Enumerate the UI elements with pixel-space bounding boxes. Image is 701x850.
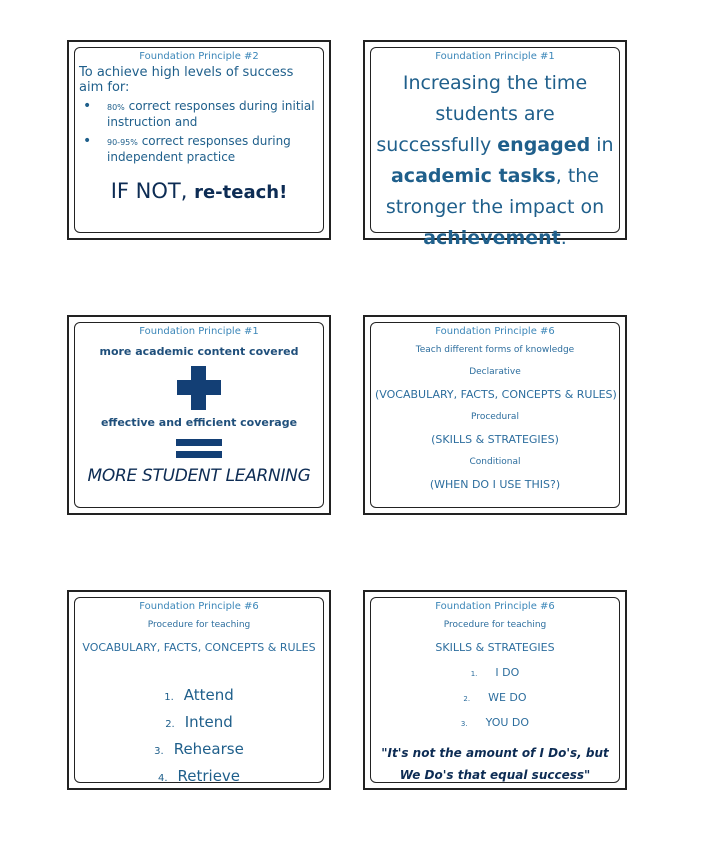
declarative-label: Declarative bbox=[469, 367, 521, 377]
list-item: 3. YOU DO bbox=[460, 716, 530, 729]
procedure-heading: SKILLS & STRATEGIES bbox=[435, 641, 555, 654]
list-item: 4. Retrieve bbox=[157, 767, 241, 785]
card-principle-2 bbox=[67, 40, 331, 240]
procedural-detail: (SKILLS & STRATEGIES) bbox=[431, 433, 559, 446]
list-item: • 80% correct responses during initial instruction and bbox=[83, 98, 315, 129]
equals-icon bbox=[176, 439, 222, 458]
list-item: 1. Attend bbox=[164, 686, 234, 704]
plus-icon bbox=[177, 366, 221, 410]
card-principle-6-knowledge bbox=[363, 315, 627, 515]
card-principle-1-engagement bbox=[363, 40, 627, 249]
list-item: 3. Rehearse bbox=[154, 740, 244, 758]
card-principle-1-coverage bbox=[67, 315, 331, 515]
steps-list bbox=[375, 661, 615, 736]
card-title: Foundation Principle #6 bbox=[435, 601, 555, 612]
procedure-subtitle: Procedure for teaching bbox=[147, 620, 251, 630]
list-item: 1. I DO bbox=[470, 666, 520, 679]
success-list bbox=[79, 99, 319, 165]
reteach-text: IF NOT, re-teach! bbox=[110, 179, 288, 203]
steps-list bbox=[79, 683, 319, 791]
knowledge-subtitle: Teach different forms of knowledge bbox=[415, 345, 575, 355]
declarative-detail: (VOCABULARY, FACTS, CONCEPTS & RULES) bbox=[375, 388, 617, 401]
procedure-heading: VOCABULARY, FACTS, CONCEPTS & RULES bbox=[82, 641, 316, 654]
bullet-icon: • bbox=[83, 133, 92, 149]
procedure-subtitle: Procedure for teaching bbox=[443, 620, 547, 630]
card-principle-6-vocabulary bbox=[67, 590, 331, 790]
coverage-text: effective and efficient coverage bbox=[100, 416, 298, 429]
engagement-statement: Increasing the time students are successfully engaged in academic tasks, the stronger the impact on achievement. bbox=[376, 72, 614, 249]
list-item: 2. Intend bbox=[165, 713, 233, 731]
card-title: Foundation Principle #6 bbox=[435, 326, 555, 337]
success-quote: "It's not the amount of I Do's, but We Do's that equal success" bbox=[381, 746, 609, 782]
content-covered-text: more academic content covered bbox=[99, 345, 299, 358]
card-principle-6-skills bbox=[363, 590, 627, 790]
conditional-detail: (WHEN DO I USE THIS?) bbox=[429, 478, 561, 491]
list-item: 2. WE DO bbox=[463, 691, 527, 704]
card-title: Foundation Principle #2 bbox=[139, 51, 259, 62]
learning-result-text: MORE STUDENT LEARNING bbox=[87, 466, 311, 486]
card-title: Foundation Principle #6 bbox=[139, 601, 259, 612]
card-title: Foundation Principle #1 bbox=[435, 51, 555, 62]
lead-text: To achieve high levels of success aim for: bbox=[79, 65, 294, 95]
card-title: Foundation Principle #1 bbox=[139, 326, 259, 337]
bullet-icon: • bbox=[83, 98, 92, 114]
conditional-label: Conditional bbox=[469, 457, 521, 467]
procedural-label: Procedural bbox=[471, 412, 519, 422]
list-item: • 90-95% correct responses during independent practice bbox=[83, 133, 291, 164]
